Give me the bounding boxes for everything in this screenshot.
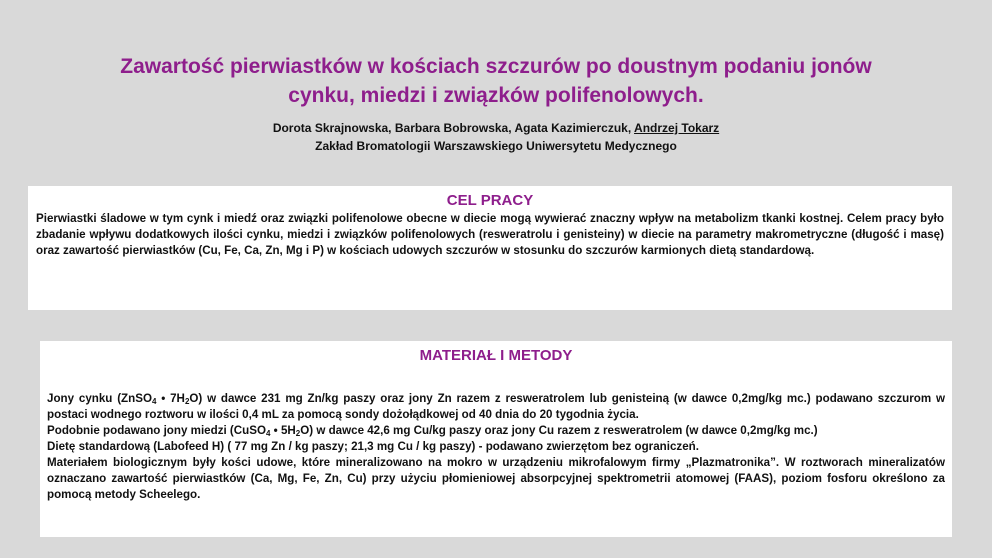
title-line-2: cynku, miedzi i związków polifenolowych. bbox=[288, 84, 704, 107]
affiliation: Zakład Bromatologii Warszawskiego Uniwersytetu Medycznego bbox=[315, 139, 677, 153]
poster-title bbox=[40, 52, 952, 110]
methods-paragraph-diet: Dietę standardową (Labofeed H) ( 77 mg Zn / kg paszy; 21,3 mg Cu / kg paszy) - podawano zwierzętom bez ograniczeń. bbox=[47, 440, 699, 453]
methods-paragraph-zinc: Jony cynku (ZnSO$_4$ • $7H_2O$) w dawce 231 mg Zn/kg paszy oraz jony Zn razem z resweratrolem lub genisteiną (w dawce 0,2mg/kg mc.) podawano szczurom w postaci wodnego roztworu w ilości 0,4 mL za pomocą sondy dożołądkowej od 40 dnia do 20 tygodnia życia. bbox=[47, 392, 945, 421]
aim-heading: CEL PRACY bbox=[446, 192, 534, 209]
title-line-1: Zawartość pierwiastków w kościach szczurów po doustnym podaniu jonów bbox=[120, 55, 872, 78]
methods-text bbox=[40, 365, 952, 503]
aim-text bbox=[28, 210, 952, 259]
authors-list: Dorota Skrajnowska, Barbara Bobrowska, Agata Kazimierczuk, bbox=[272, 121, 635, 135]
methods-heading: MATERIAŁ I METODY bbox=[419, 347, 573, 364]
corresponding-author: Andrzej Tokarz bbox=[634, 121, 720, 135]
authors bbox=[40, 120, 952, 136]
aim-paragraph: Pierwiastki śladowe w tym cynk i miedź oraz związki polifenolowe obecne w diecie mogą wywierać znaczny wpływ na metabolizm tkanki kostnej. Celem pracy było zbadanie wpływu dodatkowych ilości cynku, miedzi i związków polifenolowych (resweratrolu i genisteiny) w diecie na parametry makrometryczne (długość i masę) oraz zawartość pierwiastków (Cu, Fe, Ca, Zn, Mg i P) w kościach udowych szczurów w stosunku do szczurów karmionych dietą standardową. bbox=[36, 212, 944, 257]
methods-paragraph-analysis: Materiałem biologicznym były kości udowe, które mineralizowano na mokro w urządzeniu mikrofalowym firmy „Plazmatronika”. W roztworach mineralizatów oznaczano zawartość pierwiastków (Ca, Mg, Fe, Zn, Cu) przy użyciu płomieniowej absorpcyjnej spektrometrii atomowej (FAAS), poziom fosforu określono za pomocą metody Scheelego. bbox=[47, 456, 945, 501]
methods-section bbox=[40, 341, 952, 537]
aim-section bbox=[28, 186, 952, 310]
methods-paragraph-copper: Podobnie podawano jony miedzi (CuSO$_4$ • $5H_2O$) w dawce 42,6 mg Cu/kg paszy oraz jony Cu razem z resweratrolem (w dawce 0,2mg/kg mc.) bbox=[47, 424, 818, 438]
